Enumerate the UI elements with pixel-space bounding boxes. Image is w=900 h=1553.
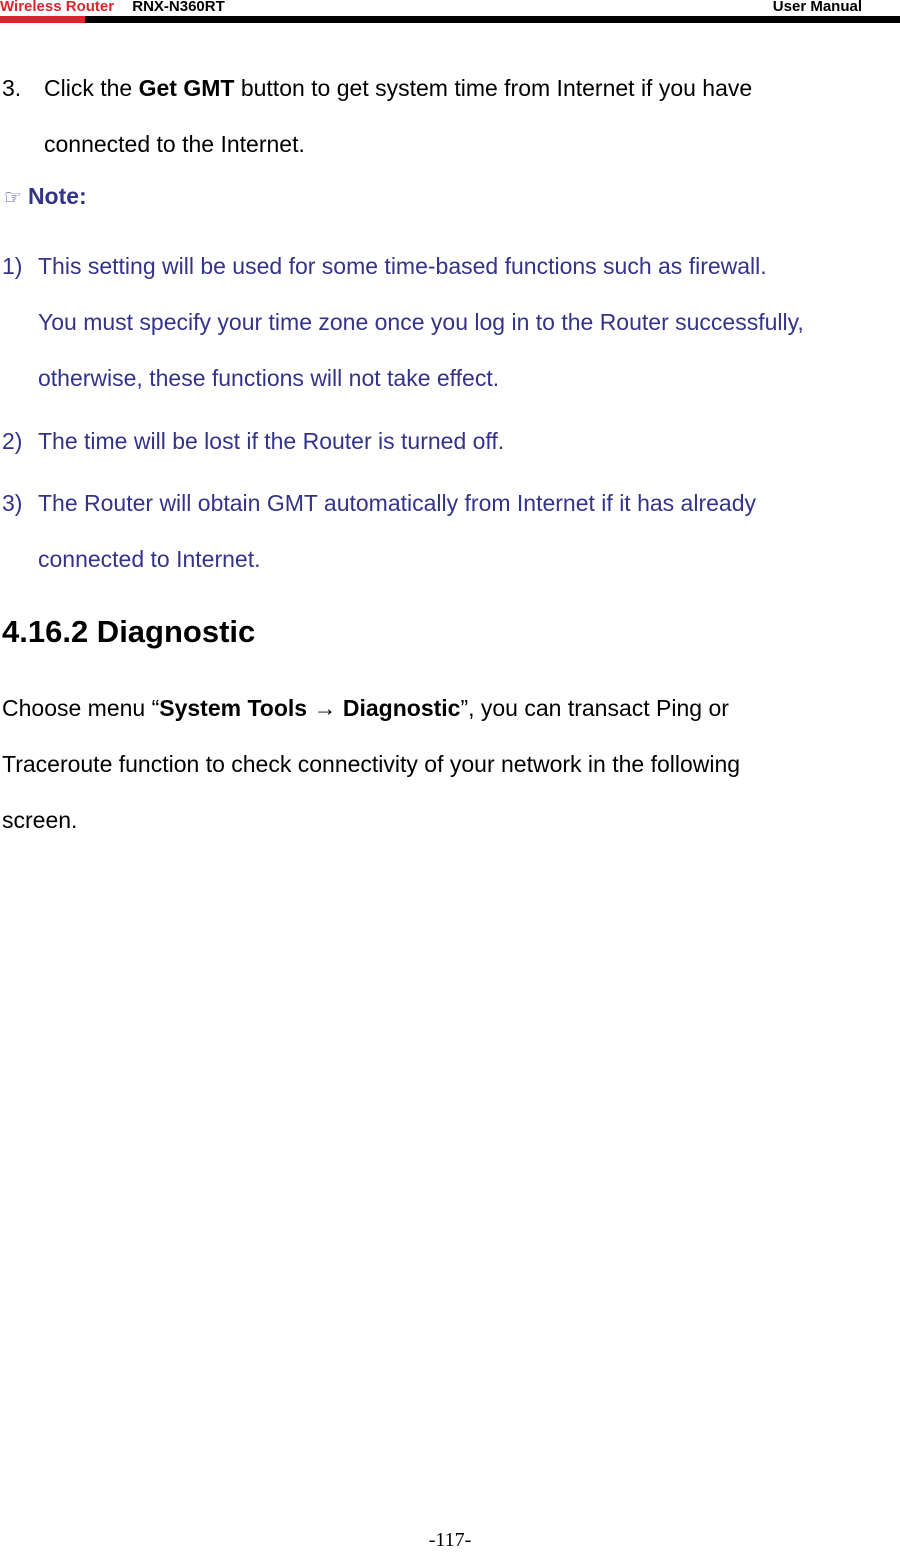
step-3-pre: Click the bbox=[44, 75, 139, 101]
section-intro-line-2: Traceroute function to check connectivity of your network in the following bbox=[2, 751, 741, 777]
header-left bbox=[0, 0, 225, 15]
pointing-hand-icon: ☞ bbox=[4, 187, 22, 209]
note-label bbox=[4, 178, 87, 216]
note-item-3-line-1: The Router will obtain GMT automatically from Internet if it has already bbox=[38, 490, 756, 516]
note-item-1-line-2: You must specify your time zone once you log in to the Router successfully, bbox=[38, 309, 804, 335]
menu-path-system-tools: System Tools bbox=[159, 695, 308, 721]
section-intro-pre: Choose menu “ bbox=[2, 695, 160, 721]
header-doc-type: User Manual bbox=[772, 0, 862, 15]
header-brand: Wireless Router bbox=[0, 0, 115, 15]
header-model: RNX-N360RT bbox=[132, 0, 225, 15]
page-header bbox=[0, 0, 900, 26]
menu-path-diagnostic: Diagnostic bbox=[342, 695, 461, 721]
step-3-line-1 bbox=[44, 60, 752, 116]
page-number: -117- bbox=[428, 1529, 472, 1551]
note-item-3-line-2: connected to Internet. bbox=[38, 546, 261, 572]
section-intro-line-1 bbox=[2, 680, 729, 736]
menu-path-arrow: → bbox=[307, 695, 343, 721]
header-black-rule bbox=[85, 16, 900, 23]
get-gmt-term: Get GMT bbox=[138, 75, 235, 101]
note-item-1-number: 1) bbox=[2, 253, 23, 279]
note-item-3-number: 3) bbox=[2, 490, 23, 516]
section-heading: 4.16.2 Diagnostic bbox=[2, 614, 256, 649]
note-item-1-line-3: otherwise, these functions will not take effect. bbox=[38, 365, 500, 391]
section-intro-post: ”, you can transact Ping or bbox=[460, 695, 729, 721]
step-3-line-2: connected to the Internet. bbox=[44, 131, 305, 157]
note-item-2-line-1: The time will be lost if the Router is turned off. bbox=[38, 428, 505, 454]
header-red-rule bbox=[0, 16, 85, 23]
note-item-2-number: 2) bbox=[2, 428, 23, 454]
step-number: 3. bbox=[2, 75, 22, 101]
note-item-1-line-1: This setting will be used for some time-based functions such as firewall. bbox=[38, 253, 767, 279]
step-3-post: button to get system time from Internet if you have bbox=[234, 75, 753, 101]
section-intro-line-3: screen. bbox=[2, 807, 78, 833]
note-label-text: Note: bbox=[27, 183, 87, 209]
